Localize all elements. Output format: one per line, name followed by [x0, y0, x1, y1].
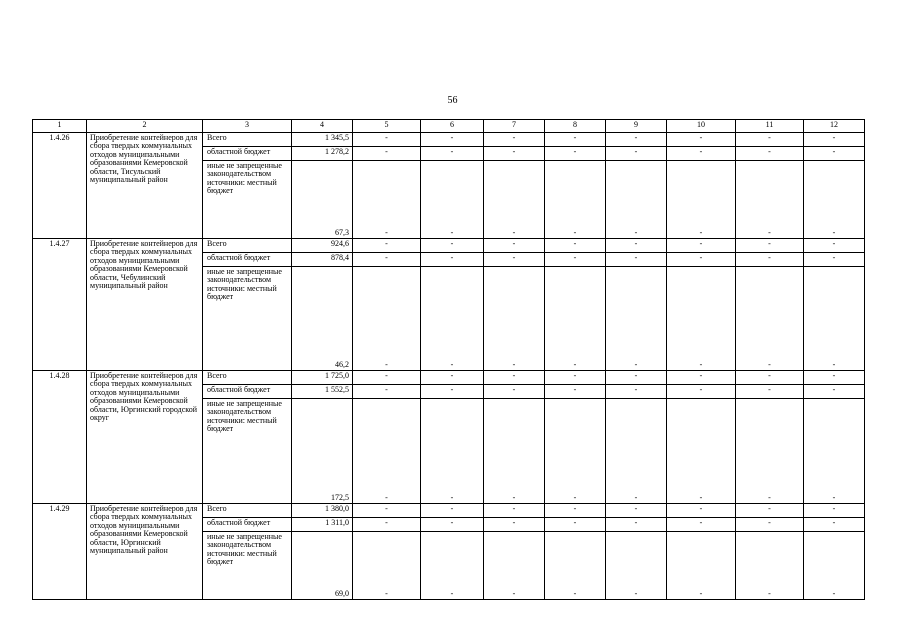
- dash-cell: -: [606, 518, 667, 532]
- dash-cell: -: [736, 399, 804, 504]
- dash-cell: -: [545, 371, 606, 385]
- dash-cell: -: [484, 504, 545, 518]
- dash-cell: -: [421, 399, 484, 504]
- row-description: Приобретение контейнеров для сбора твердых коммунальных отходов муниципальными образованиями Кемеровской области, Тисульский муниципальный район: [87, 133, 203, 239]
- row-code: 1.4.29: [33, 504, 87, 600]
- col-header: 11: [736, 120, 804, 133]
- col-header: 10: [667, 120, 736, 133]
- col-header: 2: [87, 120, 203, 133]
- dash-cell: -: [804, 239, 865, 253]
- dash-cell: -: [545, 399, 606, 504]
- dash-cell: -: [804, 147, 865, 161]
- dash-cell: -: [484, 532, 545, 600]
- dash-cell: -: [804, 253, 865, 267]
- amount-cell: 1 278,2: [292, 147, 353, 161]
- dash-cell: -: [421, 371, 484, 385]
- dash-cell: -: [606, 239, 667, 253]
- amount-cell: 1 380,0: [292, 504, 353, 518]
- dash-cell: -: [545, 239, 606, 253]
- dash-cell: -: [545, 504, 606, 518]
- dash-cell: -: [736, 133, 804, 147]
- col-header: 1: [33, 120, 87, 133]
- dash-cell: -: [667, 504, 736, 518]
- dash-cell: -: [667, 385, 736, 399]
- col-header: 12: [804, 120, 865, 133]
- dash-cell: -: [421, 161, 484, 239]
- funding-source: областной бюджет: [203, 385, 292, 399]
- amount-cell: 172,5: [292, 399, 353, 504]
- dash-cell: -: [804, 532, 865, 600]
- dash-cell: -: [804, 371, 865, 385]
- dash-cell: -: [804, 399, 865, 504]
- row-description: Приобретение контейнеров для сбора твердых коммунальных отходов муниципальными образованиями Кемеровской области, Юргинский городской округ: [87, 371, 203, 504]
- amount-cell: 69,0: [292, 532, 353, 600]
- table-row: [33, 239, 865, 253]
- dash-cell: -: [484, 133, 545, 147]
- dash-cell: -: [606, 532, 667, 600]
- dash-cell: -: [804, 385, 865, 399]
- dash-cell: -: [421, 133, 484, 147]
- amount-cell: 924,6: [292, 239, 353, 253]
- dash-cell: -: [484, 147, 545, 161]
- dash-cell: -: [545, 267, 606, 371]
- dash-cell: -: [353, 147, 421, 161]
- dash-cell: -: [353, 371, 421, 385]
- col-header: 4: [292, 120, 353, 133]
- dash-cell: -: [667, 147, 736, 161]
- dash-cell: -: [484, 518, 545, 532]
- dash-cell: -: [736, 161, 804, 239]
- amount-cell: 878,4: [292, 253, 353, 267]
- dash-cell: -: [736, 147, 804, 161]
- funding-source: иные не запрещенные законодательством источники: местный бюджет: [203, 532, 292, 600]
- col-header: 3: [203, 120, 292, 133]
- dash-cell: -: [804, 133, 865, 147]
- dash-cell: -: [667, 161, 736, 239]
- funding-source: областной бюджет: [203, 147, 292, 161]
- dash-cell: -: [421, 504, 484, 518]
- dash-cell: -: [353, 399, 421, 504]
- dash-cell: -: [484, 161, 545, 239]
- dash-cell: -: [736, 532, 804, 600]
- dash-cell: -: [421, 532, 484, 600]
- dash-cell: -: [484, 267, 545, 371]
- amount-cell: 46,2: [292, 267, 353, 371]
- amount-cell: 67,3: [292, 161, 353, 239]
- dash-cell: -: [353, 504, 421, 518]
- dash-cell: -: [667, 399, 736, 504]
- dash-cell: -: [606, 253, 667, 267]
- dash-cell: -: [667, 133, 736, 147]
- dash-cell: -: [353, 532, 421, 600]
- funding-source: Всего: [203, 133, 292, 147]
- dash-cell: -: [667, 371, 736, 385]
- dash-cell: -: [545, 147, 606, 161]
- dash-cell: -: [736, 253, 804, 267]
- funding-source: областной бюджет: [203, 253, 292, 267]
- dash-cell: -: [353, 133, 421, 147]
- col-header: 5: [353, 120, 421, 133]
- col-header: 9: [606, 120, 667, 133]
- dash-cell: -: [736, 385, 804, 399]
- dash-cell: -: [736, 504, 804, 518]
- dash-cell: -: [484, 239, 545, 253]
- dash-cell: -: [667, 239, 736, 253]
- dash-cell: -: [421, 239, 484, 253]
- amount-cell: 1 311,0: [292, 518, 353, 532]
- dash-cell: -: [545, 518, 606, 532]
- dash-cell: -: [421, 385, 484, 399]
- dash-cell: -: [484, 371, 545, 385]
- dash-cell: -: [804, 518, 865, 532]
- dash-cell: -: [353, 385, 421, 399]
- dash-cell: -: [484, 253, 545, 267]
- funding-source: Всего: [203, 371, 292, 385]
- dash-cell: -: [421, 267, 484, 371]
- dash-cell: -: [736, 239, 804, 253]
- row-code: 1.4.26: [33, 133, 87, 239]
- dash-cell: -: [667, 253, 736, 267]
- dash-cell: -: [353, 161, 421, 239]
- dash-cell: -: [606, 133, 667, 147]
- dash-cell: -: [606, 371, 667, 385]
- funding-source: Всего: [203, 504, 292, 518]
- amount-cell: 1 725,0: [292, 371, 353, 385]
- dash-cell: -: [736, 371, 804, 385]
- table-row: [33, 371, 865, 385]
- amount-cell: 1 345,5: [292, 133, 353, 147]
- row-description: Приобретение контейнеров для сбора твердых коммунальных отходов муниципальными образованиями Кемеровской области, Юргинский муниципальный район: [87, 504, 203, 600]
- dash-cell: -: [606, 399, 667, 504]
- dash-cell: -: [421, 147, 484, 161]
- dash-cell: -: [545, 532, 606, 600]
- header-row: [33, 120, 865, 133]
- dash-cell: -: [804, 161, 865, 239]
- dash-cell: -: [545, 133, 606, 147]
- funding-source: иные не запрещенные законодательством источники: местный бюджет: [203, 161, 292, 239]
- funding-source: Всего: [203, 239, 292, 253]
- dash-cell: -: [804, 504, 865, 518]
- col-header: 6: [421, 120, 484, 133]
- dash-cell: -: [353, 267, 421, 371]
- dash-cell: -: [545, 161, 606, 239]
- dash-cell: -: [606, 385, 667, 399]
- dash-cell: -: [606, 504, 667, 518]
- dash-cell: -: [421, 518, 484, 532]
- amount-cell: 1 552,5: [292, 385, 353, 399]
- dash-cell: -: [545, 385, 606, 399]
- dash-cell: -: [606, 161, 667, 239]
- dash-cell: -: [484, 399, 545, 504]
- dash-cell: -: [667, 267, 736, 371]
- funding-source: иные не запрещенные законодательством источники: местный бюджет: [203, 399, 292, 504]
- dash-cell: -: [353, 518, 421, 532]
- funding-source: иные не запрещенные законодательством источники: местный бюджет: [203, 267, 292, 371]
- dash-cell: -: [484, 385, 545, 399]
- dash-cell: -: [667, 532, 736, 600]
- col-header: 8: [545, 120, 606, 133]
- dash-cell: -: [736, 267, 804, 371]
- dash-cell: -: [736, 518, 804, 532]
- funding-source: областной бюджет: [203, 518, 292, 532]
- dash-cell: -: [353, 253, 421, 267]
- table-row: [33, 133, 865, 147]
- dash-cell: -: [667, 518, 736, 532]
- dash-cell: -: [804, 267, 865, 371]
- dash-cell: -: [353, 239, 421, 253]
- dash-cell: -: [545, 253, 606, 267]
- col-header: 7: [484, 120, 545, 133]
- row-description: Приобретение контейнеров для сбора твердых коммунальных отходов муниципальными образованиями Кемеровской области, Чебулинский муниципальный район: [87, 239, 203, 371]
- table-row: [33, 504, 865, 518]
- budget-table: [32, 119, 865, 600]
- page-number: 56: [447, 95, 458, 106]
- row-code: 1.4.27: [33, 239, 87, 371]
- row-code: 1.4.28: [33, 371, 87, 504]
- dash-cell: -: [606, 147, 667, 161]
- dash-cell: -: [421, 253, 484, 267]
- dash-cell: -: [606, 267, 667, 371]
